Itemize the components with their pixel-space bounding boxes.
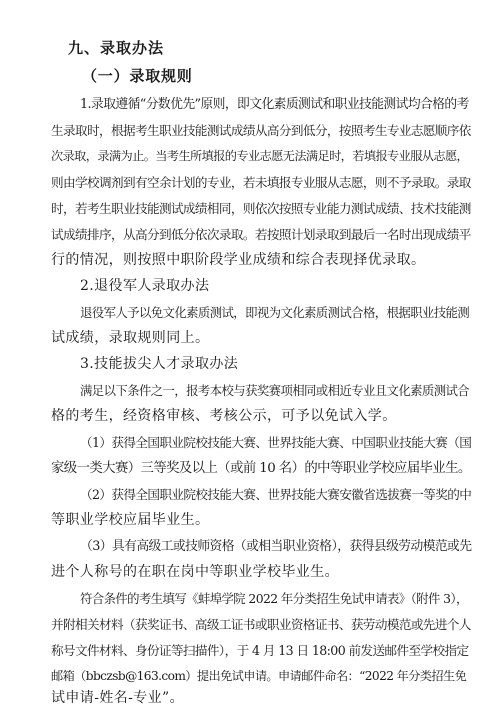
condition-1-line: （1）获得全国职业院校技能大赛、世界技能大赛、中国职业技能大赛（国 — [80, 435, 472, 450]
rule1-line: 生录取时，根据考生职业技能测试成绩从高分到低分，按照考生专业志愿顺序依 — [51, 123, 471, 138]
closing-line: 符合条件的考生填写《蚌埠学院 2022 年分类招生免试申请表》（附件 3）， — [80, 591, 468, 606]
rule1-line: 行的情况，则按照中职阶段学业成绩和综合表现择优录取。 — [51, 252, 426, 268]
condition-2-line: 等职业学校应届毕业生。 — [51, 512, 210, 528]
rule1-line: 则由学校调剂到有空余计划的专业，若未填报专业服从志愿，则不予录取。录取 — [51, 175, 471, 190]
rule1-line: 试成绩排序，从高分到低分依次录取。若按照计划录取到最后一名时出现成绩平 — [51, 227, 471, 242]
rule2-line: 试成绩，录取规则同上。 — [51, 330, 210, 346]
closing-line: 试申请-姓名-专业”。 — [51, 690, 185, 706]
closing-line: 称号文件材料、身份证等扫描件），于 4 月 13 日 18:00 前发送邮件至学校指定 — [51, 643, 469, 658]
rule2-line: 退役军人予以免文化素质测试，即视为文化素质测试合格，根据职业技能测 — [80, 305, 470, 320]
rule1-line: 时，若考生职业技能测试成绩相同，则依次按照专业能力测试成绩、技术技能测 — [51, 201, 471, 216]
rule1-line: 1.录取遵循“分数优先”原则，即文化素质测试和职业技能测试均合格的考 — [80, 97, 469, 112]
condition-3-line: 进个人称号的在职在岗中等职业学校毕业生。 — [51, 564, 339, 580]
section-title: 九、录取办法 — [68, 39, 165, 57]
condition-1-line: 家级一类大赛）三等奖及以上（或前 10 名）的中等职业学校应届毕业生。 — [51, 461, 471, 476]
closing-line: 并附相关材料（获奖证书、高级工证书或职业资格证书、获劳动模范或先进个人 — [51, 617, 471, 632]
rule3-intro-line: 格的考生，经资格审核、考核公示，可予以免试入学。 — [51, 408, 397, 424]
rule2-heading: 2.退役军人录取办法 — [80, 278, 210, 294]
subsection-title: （一）录取规则 — [82, 67, 193, 85]
condition-3-line: （3）具有高级工或技师资格（或相当职业资格），获得县级劳动模范或先 — [80, 539, 472, 554]
rule3-heading: 3.技能拔尖人才录取办法 — [80, 356, 239, 372]
closing-line: 邮箱（bbczsb@163.com）提出免试申请。申请邮件命名：“2022 年分类招生免 — [51, 669, 467, 683]
condition-2-line: （2）获得全国职业院校技能大赛、世界技能大赛安徽省选拔赛一等奖的中 — [80, 487, 472, 502]
rule3-intro-line: 满足以下条件之一，报考本校与获奖赛项相同或相近专业且文化素质测试合 — [80, 383, 470, 398]
rule1-line: 次录取，录满为止。当考生所填报的专业志愿无法满足时，若填报专业服从志愿， — [51, 149, 469, 163]
